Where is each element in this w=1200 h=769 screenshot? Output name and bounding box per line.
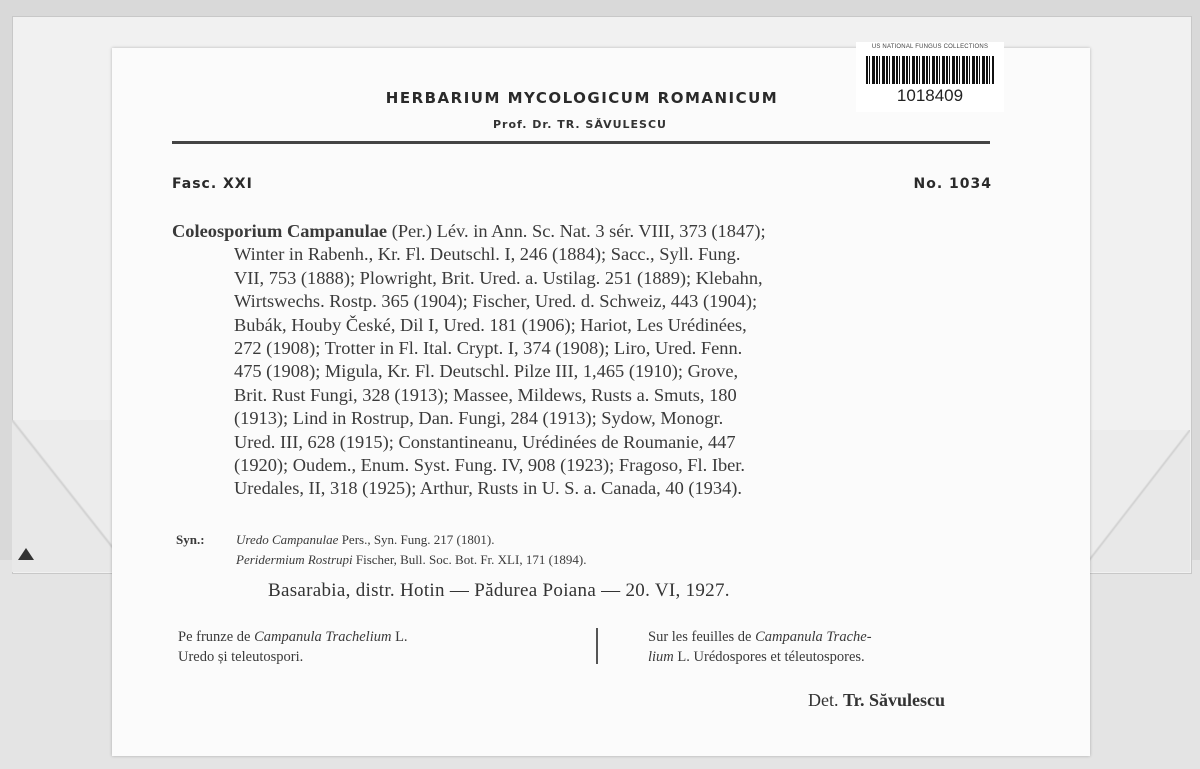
citation-line: Ured. III, 628 (1915); Constantineanu, Urédinées de Roumanie, 447	[234, 431, 736, 452]
herbarium-title: HERBARIUM MYCOLOGICUM ROMANICUM	[385, 89, 779, 107]
determiner	[808, 690, 945, 711]
determiner-prefix: Det.	[808, 690, 843, 710]
triangle-mark-icon	[18, 548, 34, 560]
barcode-sticker	[856, 42, 1004, 112]
citation-line: (1913); Lind in Rostrup, Dan. Fungi, 284 (1913); Sydow, Monogr.	[234, 408, 724, 429]
habitat-line: Uredo și teleutospori.	[178, 649, 304, 665]
taxon-citation	[172, 220, 1012, 501]
citation-line: Uredales, II, 318 (1925); Arthur, Rusts in U. S. a. Canada, 40 (1934).	[234, 478, 742, 499]
barcode-number: 1018409	[896, 86, 964, 105]
fascicle-number: Fasc. XXI	[172, 176, 253, 192]
host-name: lium	[648, 649, 674, 665]
determiner-name: Tr. Săvulescu	[843, 690, 946, 710]
synonym-line	[176, 550, 936, 570]
habitat-text: Sur les feuilles de	[648, 629, 756, 645]
synonym-reference: Fischer, Bull. Soc. Bot. Fr. XLI, 171 (1894).	[352, 552, 587, 567]
host-name: Campanula Trachelium	[254, 629, 392, 645]
citation-line	[172, 220, 1012, 243]
taxon-name: Coleosporium Campanulae	[172, 221, 388, 241]
habitat-french	[648, 627, 1028, 667]
collection-locality: Basarabia, distr. Hotin — Pădurea Poiana — 20. VI, 1927.	[268, 580, 730, 601]
habitat-line	[648, 647, 1028, 667]
host-name: Campanula Trache-	[755, 629, 872, 645]
habitat-text: Pe frunze de	[178, 629, 255, 645]
header-divider	[172, 141, 990, 144]
barcode-icon	[866, 56, 994, 84]
packet-fold-right	[1080, 430, 1190, 572]
herbarium-subtitle: Prof. Dr. TR. SĂVULESCU	[492, 118, 667, 131]
synonyms	[176, 530, 936, 570]
synonym-reference: Pers., Syn. Fung. 217 (1801).	[338, 532, 495, 547]
exsiccata-number: No. 1034	[913, 176, 992, 192]
synonym-name: Peridermium Rostrupi	[236, 552, 353, 567]
citation-line: Winter in Rabenh., Kr. Fl. Deutschl. I, 246 (1884); Sacc., Syll. Fung.	[234, 244, 741, 265]
citation-line: Wirtswechs. Rostp. 365 (1904); Fischer, Ured. d. Schweiz, 443 (1904);	[234, 291, 758, 312]
habitat-romanian	[178, 627, 578, 667]
synonyms-label: Syn.:	[176, 532, 205, 547]
barcode-caption: US NATIONAL FUNGUS COLLECTIONS	[871, 44, 989, 50]
citation-authority: (Per.) Lév. in Ann. Sc. Nat. 3 sér. VIII, 373 (1847);	[387, 221, 766, 241]
citation-line: Bubák, Houby České, Dil I, Ured. 181 (1906); Hariot, Les Urédinées,	[234, 314, 747, 335]
habitat-line	[178, 627, 578, 647]
habitat-text: L.	[391, 629, 408, 645]
habitat-text: L. Urédospores et téleutospores.	[673, 649, 865, 665]
habitat-divider	[596, 628, 598, 664]
habitat-line	[648, 627, 1028, 647]
synonym-name: Uredo Campanulae	[236, 532, 339, 547]
synonym-line	[176, 530, 936, 550]
citation-line: 272 (1908); Trotter in Fl. Ital. Crypt. I, 374 (1908); Liro, Ured. Fenn.	[234, 338, 743, 359]
citation-line: (1920); Oudem., Enum. Syst. Fung. IV, 908 (1923); Fragoso, Fl. Iber.	[234, 455, 746, 476]
citation-line: Brit. Rust Fungi, 328 (1913); Massee, Mildews, Rusts a. Smuts, 180	[234, 384, 737, 405]
citation-line: VII, 753 (1888); Plowright, Brit. Ured. a. Ustilag. 251 (1889); Klebahn,	[234, 267, 763, 288]
citation-line: 475 (1908); Migula, Kr. Fl. Deutschl. Pilze III, 1,465 (1910); Grove,	[234, 361, 739, 382]
